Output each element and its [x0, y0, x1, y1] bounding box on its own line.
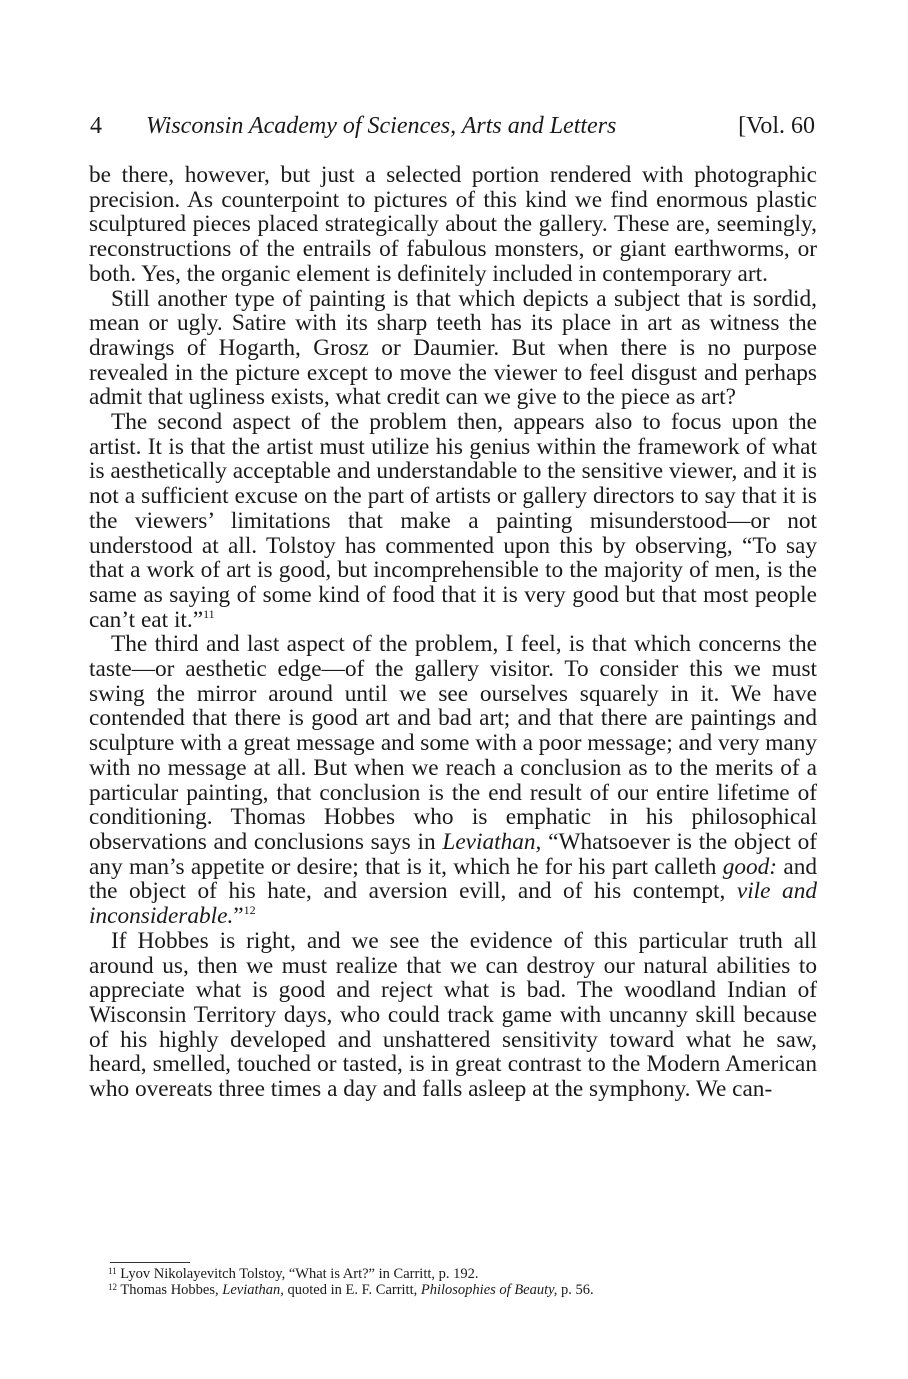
body-text: [89, 163, 817, 1102]
footnote-12-page: p. 56.: [557, 1282, 594, 1298]
footnote-rule: [110, 1262, 190, 1263]
footnote-12-leviathan: Leviathan,: [222, 1282, 284, 1298]
paragraph-4-text: The third and last aspect of the problem, I feel, is that which concerns the taste—or aesthetic edge—of the gallery visitor. To consider this we must swing the mirror around until we see ourselves squarely in it. We have contended that there is good art and bad art; and that there are paintings and sculpture with a great message and some with a poor message; and very many with no message at all. But when we reach a conclusion as to the merits of a particular painting, that conclusion is the end result of our entire lifetime of conditioning. Thomas Hobbes who is emphatic in his philosophical observations and conclusions says in: [89, 631, 817, 855]
footnote-ref-12: 12: [243, 903, 256, 918]
page-number: 4: [90, 113, 102, 139]
footnote-11-number: 11: [108, 1266, 117, 1276]
footnote-12-text-2: quoted in E. F. Carritt,: [283, 1282, 421, 1298]
title-leviathan: Leviathan,: [442, 828, 542, 855]
paragraph-5: If Hobbes is right, and we see the evidence of this particular truth all around us, then we must realize that we can destroy our natural abilities to appreciate what is good and reject what is bad. The woodland Indian of Wisconsin Territory days, who could track game with uncanny skill because of his highly developed and unshattered sensitivity toward what he saw, heard, smelled, touched or tasted, is in great contrast to the Modern American who overeats three times a day and falls asleep at the symphony. We can-: [89, 927, 817, 1103]
footnotes: [108, 1266, 828, 1298]
footnote-12-text: Thomas Hobbes,: [117, 1282, 223, 1298]
footnote-12-number: 12: [108, 1282, 117, 1292]
paragraph-2: Still another type of painting is that which depicts a subject that is sordid, mean or ugly. Satire with its sharp teeth has its place in art as witness the drawings of Hogarth, Grosz or Daumier. But when there is no purpose revealed in the picture except to move the viewer to feel disgust and perhaps admit that ugliness exists, what credit can we give to the piece as art?: [89, 285, 817, 411]
paragraph-4-quote: “Whatsoever is the object of any man’s appetite or desire; that is it, which he for his part calleth: [89, 828, 818, 880]
emphasis-vile: vile and inconsiderable.: [89, 878, 817, 930]
footnote-12-book-title: Philosophies of Beauty,: [420, 1282, 558, 1298]
paragraph-3-text: The second aspect of the problem then, appears also to focus upon the artist. It is that the artist must utilize his genius within the framework of what is aesthetically acceptable and understandable to the sensitive viewer, and it is not a sufficient excuse on the part of artists or gallery directors to say that it is the viewers’ limitations that make a painting misunderstood—or not understood at all. Tolstoy has commented upon this by observing, “To say that a work of art is good, but incomprehensible to the majority of men, is the same as saying of some kind of food that it is very good but that most people can’t eat it.”: [89, 409, 817, 633]
footnote-12: [108, 1282, 828, 1298]
closing-quote: ”: [233, 903, 244, 930]
page-header: [90, 108, 815, 144]
paragraph-1: be there, however, but just a selected portion rendered with photographic precision. As counterpoint to pictures of this kind we find enormous plastic sculptured pieces placed strategically about the gallery. These are, seemingly, reconstructions of the entrails of fabulous monsters, or giant earthworms, or both. Yes, the organic element is definitely included in contemporary art.: [89, 162, 817, 287]
footnote-11-text: Lyov Nikolayevitch Tolstoy, “What is Art?” in Carritt, p. 192.: [116, 1266, 479, 1282]
paragraph-4: [89, 632, 817, 928]
footnote-ref-11: 11: [203, 606, 215, 621]
paragraph-4-quote-cont: and the object of his hate, and aversion evill, and of his contempt,: [89, 853, 817, 905]
running-title: Wisconsin Academy of Sciences, Arts and Letters: [146, 113, 617, 139]
emphasis-good: good:: [722, 853, 778, 880]
volume-label: [Vol. 60: [738, 113, 815, 139]
footnote-11: [108, 1266, 828, 1282]
paragraph-3: [89, 410, 817, 632]
